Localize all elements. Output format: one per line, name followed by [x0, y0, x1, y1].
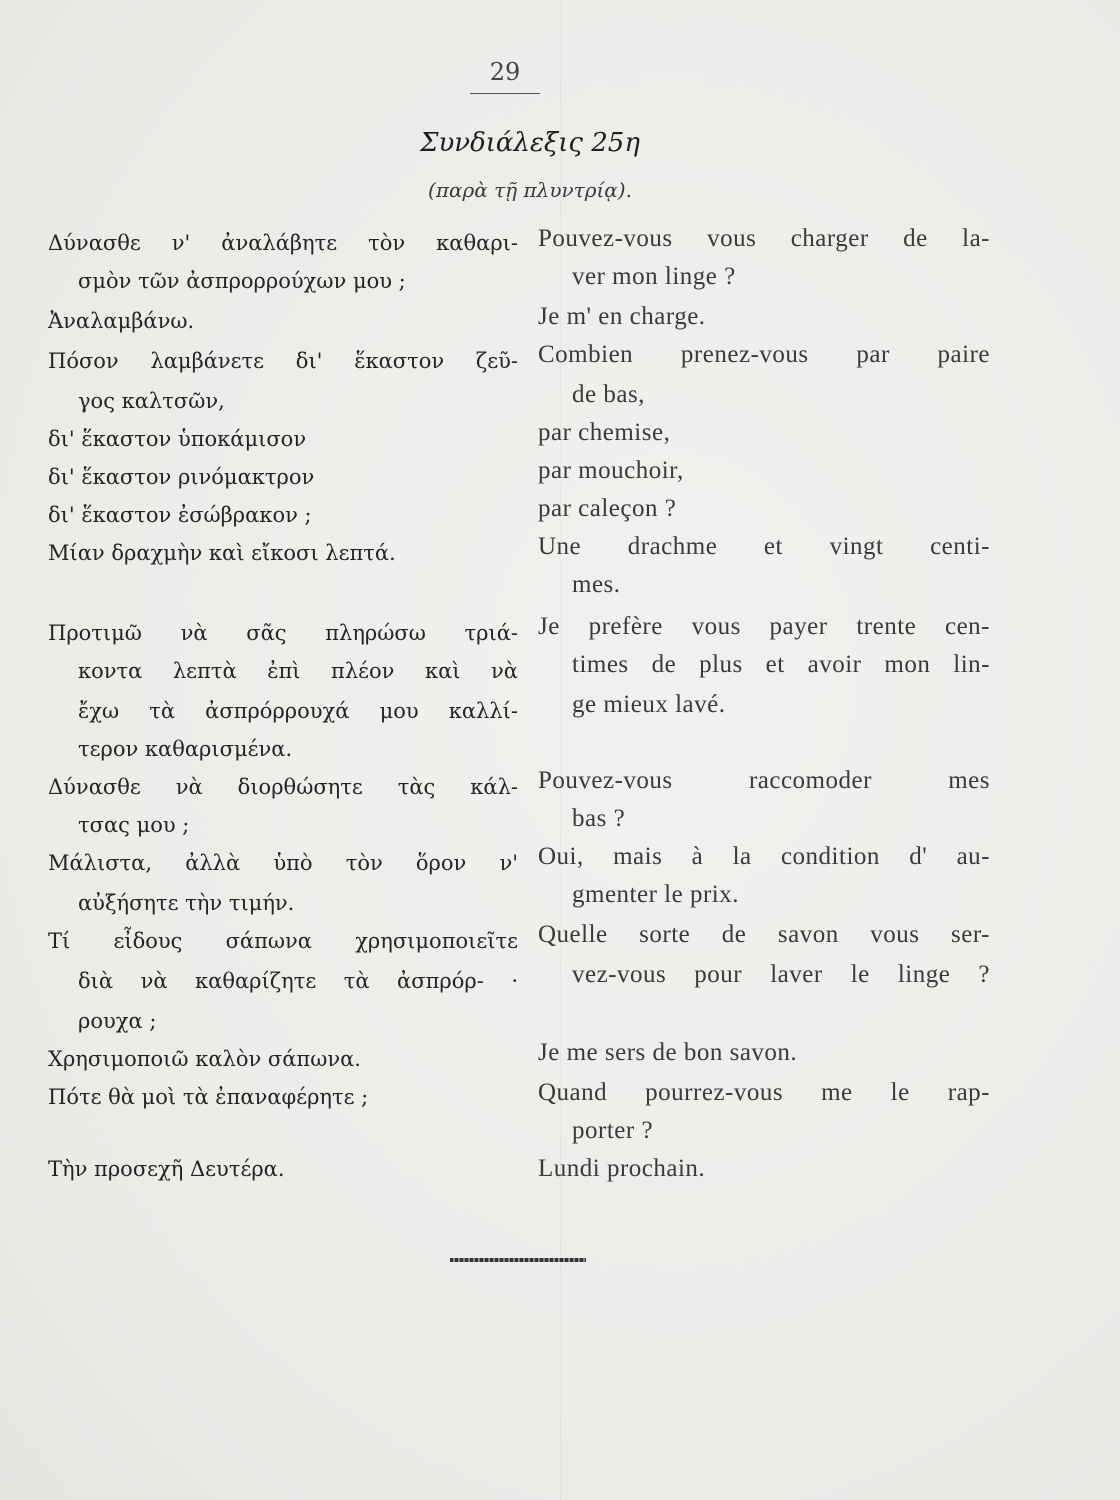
greek-line: Μάλιστα, ἀλλὰ ὑπὸ τὸν ὅρον ν' — [48, 851, 518, 875]
french-line: par chemise, — [538, 419, 671, 446]
french-line: Pouvez-vous raccomoder mes — [538, 767, 990, 794]
french-line: Oui, mais à la condition d' au- — [538, 843, 990, 870]
greek-line: ρουχα ; — [78, 1009, 157, 1033]
greek-line: τερον καθαρισμένα. — [78, 737, 293, 761]
greek-line: Πότε θὰ μοὶ τὰ ἐπαναφέρητε ; — [48, 1085, 369, 1109]
french-line: Lundi prochain. — [538, 1155, 706, 1182]
greek-line: Χρησιμοποιῶ καλὸν σάπωνα. — [48, 1047, 361, 1071]
french-line: times de plus et avoir mon lin- — [572, 651, 990, 678]
french-line: par mouchoir, — [538, 457, 684, 484]
french-line: par caleçon ? — [538, 495, 677, 522]
greek-line: γος καλτσῶν, — [78, 389, 225, 413]
page-number-rule — [470, 93, 540, 94]
greek-line: κοντα λεπτὰ ἐπὶ πλέον καὶ νὰ — [78, 659, 518, 683]
page-number: 29 — [489, 58, 521, 86]
french-line: Je me sers de bon savon. — [538, 1039, 798, 1066]
french-line: Quelle sorte de savon vous ser- — [538, 921, 990, 948]
greek-line: Ἀναλαμβάνω. — [48, 309, 195, 333]
french-line: Pouvez-vous vous charger de la- — [538, 225, 990, 252]
greek-line: αὐξήσητε τὴν τιμήν. — [78, 891, 295, 915]
greek-line: δι' ἕκαστον ἐσώβρακον ; — [48, 503, 312, 527]
french-line: vez-vous pour laver le linge ? — [572, 961, 990, 988]
dialogue-title: Συνδιάλεξις 25η — [420, 128, 640, 158]
greek-line: δι' ἕκαστον ὑποκάμισον — [48, 427, 307, 451]
french-line: gmenter le prix. — [572, 881, 739, 908]
dialogue-subtitle: (παρὰ τῇ πλυντρίᾳ). — [428, 178, 632, 202]
french-line: mes. — [572, 571, 621, 598]
french-line: de bas, — [572, 381, 645, 408]
greek-line: σμὸν τῶν ἀσπρορρούχων μου ; — [78, 269, 406, 293]
greek-line: Μίαν δραχμὴν καὶ εἴκοσι λεπτά. — [48, 541, 396, 565]
greek-line: τσας μου ; — [78, 813, 190, 837]
greek-line: Δύνασθε νὰ διορθώσητε τὰς κάλ- — [48, 775, 518, 799]
greek-line: διὰ νὰ καθαρίζητε τὰ ἀσπρόρ- · — [78, 969, 518, 993]
greek-line: Προτιμῶ νὰ σᾶς πληρώσω τριά- — [48, 621, 518, 645]
french-line: Je prefère vous payer trente cen- — [538, 613, 990, 640]
closing-ornament — [450, 1258, 586, 1262]
french-line: Je m' en charge. — [538, 303, 706, 330]
french-line: ver mon linge ? — [572, 263, 736, 290]
french-line: Combien prenez-vous par paire — [538, 341, 990, 368]
french-line: bas ? — [572, 805, 626, 832]
greek-line: Τί εἶδους σάπωνα χρησιμοποιεῖτε — [48, 929, 518, 953]
french-line: porter ? — [572, 1117, 654, 1144]
french-line: Une drachme et vingt centi- — [538, 533, 990, 560]
greek-line: δι' ἕκαστον ρινόμακτρον — [48, 465, 315, 489]
greek-line: Τὴν προσεχῆ Δευτέρα. — [48, 1157, 285, 1181]
greek-line: Δύνασθε ν' ἀναλάβητε τὸν καθαρι- — [48, 231, 518, 255]
greek-line: Πόσον λαμβάνετε δι' ἕκαστον ζεῦ- — [48, 349, 518, 373]
french-line: ge mieux lavé. — [572, 691, 726, 718]
greek-line: ἔχω τὰ ἀσπρόρρουχά μου καλλί- — [78, 699, 518, 723]
french-line: Quand pourrez-vous me le rap- — [538, 1079, 990, 1106]
